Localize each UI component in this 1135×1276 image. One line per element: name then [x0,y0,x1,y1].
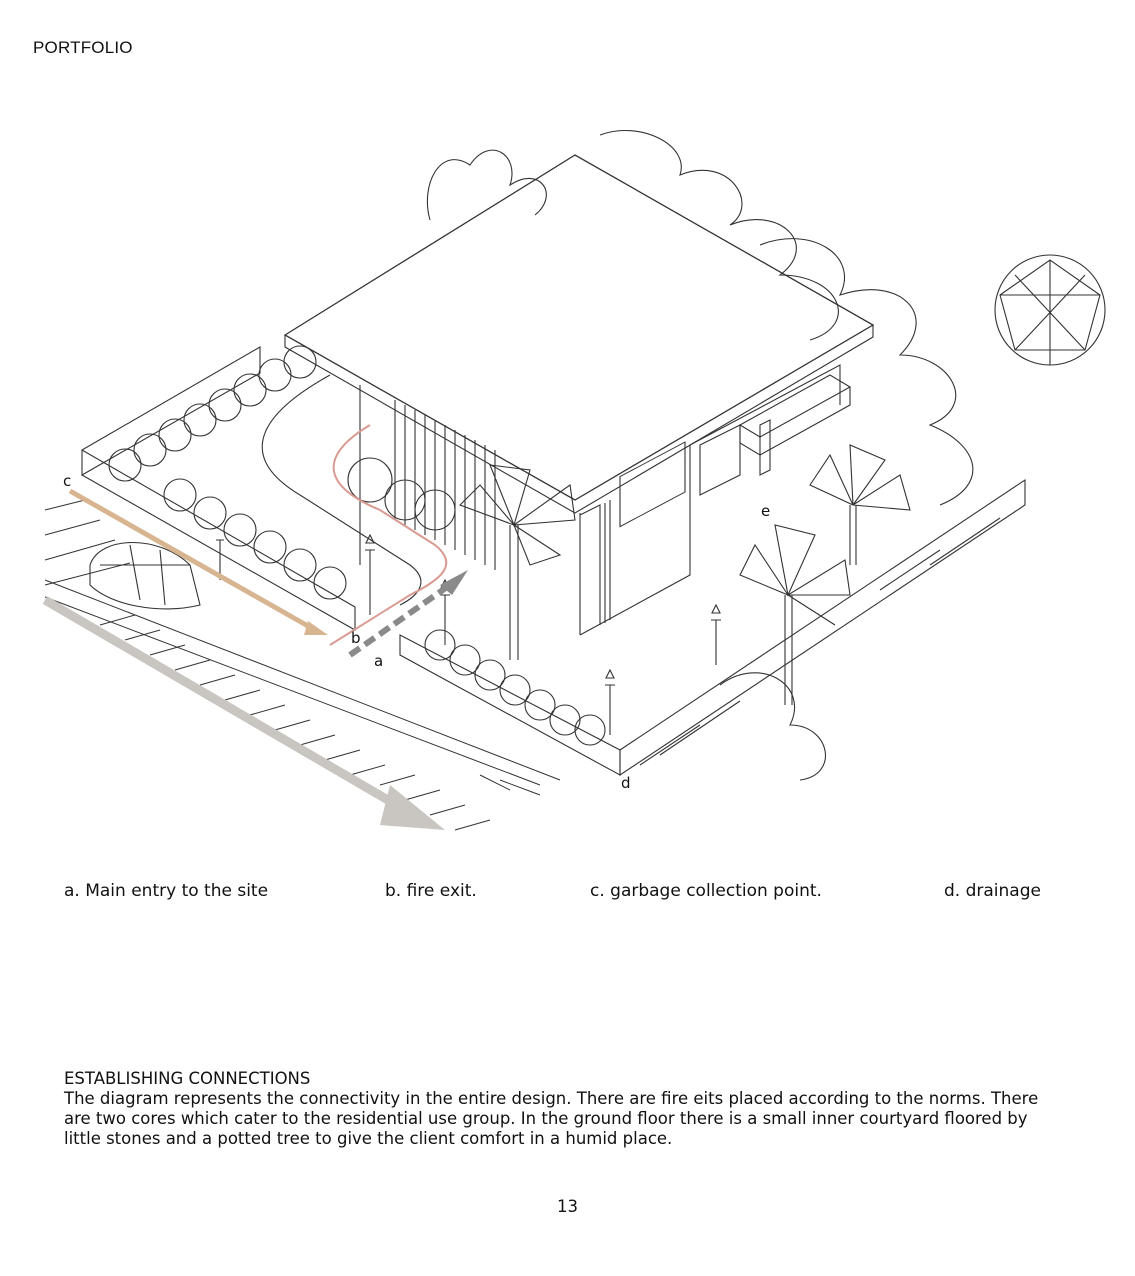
legend-item-b: b. fire exit. [385,881,477,901]
tree-outline-bottom-right [720,673,825,780]
marker-d: d [621,774,631,792]
marker-c: c [63,472,72,490]
palm-tree-center [460,465,575,660]
section-body: The diagram represents the connectivity in the entire design. There are fire eits placed according to the norms. There are two cores which cater to the residential use group. In the ground floor there is a small inner courtyard floored by little stones and a potted tree to give the client comfort in a humid place. [64,1089,1039,1148]
legend-item-c: c. garbage collection point. [590,881,822,901]
page-number: 13 [557,1197,578,1216]
fire-exit-path [330,425,446,645]
description-section [64,1069,1064,1149]
geodesic-tree-right [995,255,1105,365]
hedge-row-front [425,630,605,745]
marker-e: e [761,502,771,520]
section-title: ESTABLISHING CONNECTIONS [64,1069,311,1088]
tree-outline-right [600,131,838,340]
marker-b: b [351,629,361,647]
palm-tree-back [810,445,910,565]
marker-a: a [374,652,384,670]
boundary-wall-left [82,347,260,475]
roof-slab [285,155,873,500]
palm-tree-right [740,525,850,705]
hedge-row-left [109,346,346,599]
hedge-cluster-building [348,458,455,530]
driveway-curve [262,375,421,605]
legend-item-d: d. drainage [944,881,1041,901]
boundary-wall-right [620,480,1025,775]
site-axonometric-diagram [40,125,1110,835]
street-lamps [216,535,721,735]
page-header: PORTFOLIO [33,38,133,57]
legend-item-a: a. Main entry to the site [64,881,269,901]
parked-car [90,543,200,609]
balcony [740,375,850,455]
